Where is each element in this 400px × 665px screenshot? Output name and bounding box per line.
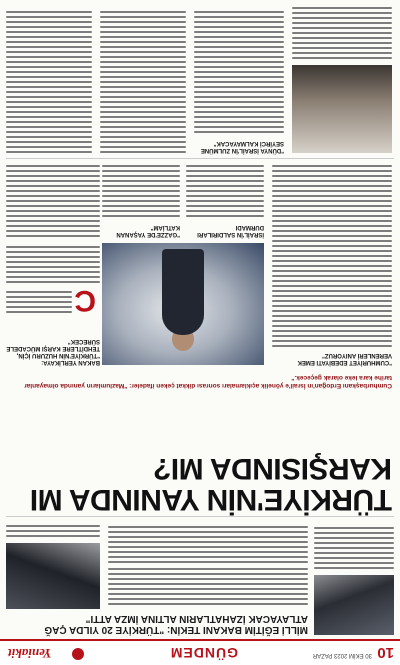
text-line	[194, 11, 284, 13]
text-line	[6, 76, 92, 78]
text-line	[272, 195, 392, 197]
text-line	[194, 71, 284, 73]
text-line	[6, 66, 92, 68]
person-figure	[162, 249, 204, 335]
text-line	[6, 530, 100, 532]
text-line	[100, 141, 186, 143]
text-line	[194, 46, 284, 48]
text-line	[100, 81, 186, 83]
text-line	[102, 200, 180, 202]
text-line	[272, 320, 392, 322]
text-line	[6, 235, 100, 237]
top-story-headline: MİLLİ EĞİTİM BAKANI TEKİN: "TÜRKİYE 20 YILDA ÇAĞ ATLAYACAK İZAHATLARIN ALTINA İMZA ATTI"	[44, 613, 308, 635]
text-line	[6, 151, 92, 153]
text-line	[108, 568, 308, 570]
text-line	[100, 131, 186, 133]
text-line	[6, 121, 92, 123]
divider	[6, 516, 394, 517]
main-headline: TÜRKİYE'NİN YANINDA MI KARŞISINDA MI?	[30, 452, 392, 516]
text-line	[186, 200, 264, 202]
text-line	[272, 315, 392, 317]
text-line	[194, 126, 284, 128]
text-line	[100, 36, 186, 38]
text-line	[194, 56, 284, 58]
text-line	[6, 56, 92, 58]
text-line	[100, 121, 186, 123]
text-line	[6, 180, 100, 182]
text-line	[108, 551, 308, 553]
text-line	[100, 116, 186, 118]
text-line	[100, 96, 186, 98]
column-subhead: "DÜNYA İSRAİL'İN ZULMÜNE SEYİRCİ KALMAYACAK"	[200, 140, 284, 153]
text-line	[6, 116, 92, 118]
text-line	[314, 532, 394, 534]
text-line	[6, 251, 100, 253]
text-line	[6, 146, 92, 148]
text-line	[272, 275, 392, 277]
text-line	[100, 51, 186, 53]
text-line	[292, 27, 392, 29]
text-line	[6, 11, 92, 13]
text-line	[108, 593, 308, 595]
text-line	[194, 116, 284, 118]
text-line	[6, 276, 100, 278]
text-line	[108, 526, 308, 528]
text-line	[272, 240, 392, 242]
text-line	[272, 295, 392, 297]
text-line	[6, 230, 100, 232]
text-line	[292, 32, 392, 34]
top-story	[0, 517, 400, 639]
text-line	[272, 180, 392, 182]
text-line	[102, 210, 180, 212]
text-line	[314, 547, 394, 549]
column-2	[186, 223, 264, 237]
text-line	[108, 578, 308, 580]
text-line	[186, 175, 264, 177]
logo-icon	[72, 648, 84, 660]
text-line	[6, 91, 92, 93]
text-line	[100, 91, 186, 93]
text-line	[100, 71, 186, 73]
text-line	[292, 7, 392, 9]
text-line	[108, 541, 308, 543]
text-line	[186, 215, 264, 217]
text-line	[6, 61, 92, 63]
text-line	[292, 42, 392, 44]
text-line	[6, 36, 92, 38]
text-line	[272, 230, 392, 232]
text-line	[272, 340, 392, 342]
text-line	[194, 96, 284, 98]
text-line	[272, 335, 392, 337]
text-line	[6, 41, 92, 43]
text-line	[6, 131, 92, 133]
text-line	[272, 185, 392, 187]
text-line	[194, 91, 284, 93]
text-line	[272, 235, 392, 237]
text-line	[100, 31, 186, 33]
text-line	[108, 598, 308, 600]
text-line	[100, 136, 186, 138]
text-line	[100, 86, 186, 88]
text-line	[194, 51, 284, 53]
text-line	[102, 165, 180, 167]
text-line	[6, 141, 92, 143]
text-line	[100, 11, 186, 13]
text-line	[186, 195, 264, 197]
text-line	[194, 131, 284, 133]
text-line	[100, 61, 186, 63]
text-line	[186, 165, 264, 167]
text-line	[272, 245, 392, 247]
text-line	[6, 71, 92, 73]
text-line	[6, 246, 100, 248]
text-line	[108, 583, 308, 585]
text-line	[194, 106, 284, 108]
text-line	[6, 106, 92, 108]
text-line	[6, 26, 92, 28]
column-subhead: "CUMHURİYET EDEBİYATI EMEK VERENLERİ ANIYORUZ"	[297, 352, 392, 365]
text-line	[6, 306, 72, 308]
left-column	[272, 160, 392, 365]
text-line	[100, 16, 186, 18]
text-line	[6, 256, 100, 258]
text-line	[194, 61, 284, 63]
section-name: GÜNDEM	[169, 645, 238, 661]
text-line	[272, 210, 392, 212]
text-line	[194, 81, 284, 83]
text-line	[6, 136, 92, 138]
top-story-photo-secondary	[6, 543, 100, 609]
masthead	[0, 639, 400, 665]
text-line	[292, 12, 392, 14]
text-line	[186, 170, 264, 172]
text-line	[6, 170, 100, 172]
text-line	[102, 175, 180, 177]
text-line	[272, 280, 392, 282]
text-line	[108, 561, 308, 563]
text-line	[292, 37, 392, 39]
text-line	[100, 76, 186, 78]
text-line	[194, 31, 284, 33]
text-line	[272, 220, 392, 222]
text-line	[194, 86, 284, 88]
text-line	[292, 22, 392, 24]
text-line	[6, 175, 100, 177]
text-line	[6, 291, 72, 293]
issue-date: 30 EKİM 2023 PAZAR	[312, 652, 372, 658]
text-line	[272, 260, 392, 262]
text-line	[314, 527, 394, 529]
text-line	[272, 250, 392, 252]
text-line	[102, 215, 180, 217]
text-line	[272, 345, 392, 347]
text-line	[272, 305, 392, 307]
text-line	[6, 200, 100, 202]
text-line	[272, 255, 392, 257]
text-line	[194, 26, 284, 28]
text-line	[272, 175, 392, 177]
text-line	[186, 185, 264, 187]
text-line	[272, 310, 392, 312]
drop-cap: C	[74, 284, 96, 317]
text-line	[272, 200, 392, 202]
text-line	[6, 126, 92, 128]
text-line	[6, 21, 92, 23]
text-line	[6, 301, 72, 303]
text-line	[6, 185, 100, 187]
text-line	[186, 205, 264, 207]
text-line	[108, 603, 308, 605]
text-line	[314, 557, 394, 559]
text-line	[108, 573, 308, 575]
text-line	[186, 210, 264, 212]
text-line	[194, 76, 284, 78]
text-line	[272, 215, 392, 217]
text-line	[6, 31, 92, 33]
text-line	[6, 311, 72, 313]
text-line	[272, 205, 392, 207]
text-line	[6, 96, 92, 98]
text-line	[272, 325, 392, 327]
text-line	[6, 220, 100, 222]
text-line	[194, 36, 284, 38]
text-line	[6, 51, 92, 53]
text-line	[272, 285, 392, 287]
text-line	[6, 195, 100, 197]
text-line	[6, 296, 72, 298]
text-line	[100, 66, 186, 68]
text-line	[272, 265, 392, 267]
text-line	[292, 57, 392, 59]
text-line	[6, 210, 100, 212]
text-line	[6, 266, 100, 268]
text-line	[100, 26, 186, 28]
text-line	[272, 290, 392, 292]
column-3	[102, 223, 180, 237]
text-line	[6, 111, 92, 113]
text-line	[6, 225, 100, 227]
text-line	[100, 151, 186, 153]
text-line	[194, 16, 284, 18]
bottom-photo	[292, 65, 392, 153]
text-line	[194, 111, 284, 113]
text-line	[6, 46, 92, 48]
text-line	[314, 562, 394, 564]
text-line	[100, 21, 186, 23]
text-line	[314, 542, 394, 544]
newspaper-logo: Yeniakit	[8, 646, 52, 661]
text-line	[6, 525, 100, 527]
text-line	[272, 270, 392, 272]
text-line	[102, 195, 180, 197]
text-line	[186, 180, 264, 182]
text-line	[108, 531, 308, 533]
text-line	[100, 46, 186, 48]
text-line	[100, 126, 186, 128]
bottom-column-1	[194, 139, 284, 153]
text-line	[6, 81, 92, 83]
text-line	[292, 17, 392, 19]
text-line	[100, 106, 186, 108]
text-line	[6, 86, 92, 88]
divider	[6, 158, 394, 159]
text-line	[194, 121, 284, 123]
text-line	[186, 190, 264, 192]
text-line	[108, 556, 308, 558]
side-box-heading: BAKAN YERLİKAYA: "TÜRKİYE'NİN HUZURU İÇİN, TEHDİTLERE KARŞI MÜCADELE SÜRECEK"	[6, 338, 100, 365]
text-line	[272, 190, 392, 192]
text-line	[100, 111, 186, 113]
text-line	[314, 537, 394, 539]
text-line	[272, 225, 392, 227]
text-line	[194, 41, 284, 43]
text-line	[6, 16, 92, 18]
text-line	[194, 66, 284, 68]
text-line	[292, 52, 392, 54]
text-line	[272, 170, 392, 172]
text-line	[102, 170, 180, 172]
column-subhead: "GAZZE'DE YAŞANAN KATLİAM"	[116, 224, 180, 237]
text-line	[292, 47, 392, 49]
text-line	[100, 56, 186, 58]
center-photo	[102, 243, 264, 365]
side-box	[6, 325, 100, 365]
top-story-photo	[314, 575, 394, 635]
text-line	[272, 300, 392, 302]
main-deck: Cumhurbaşkanı Erdoğan'ın İsrail'e yönelik açıklamaları sonrası dikkat çeken ifadeler: "Mazlumların yanında olmayanlar tarihe kara leke olarak geçecek."	[24, 374, 392, 389]
text-line	[6, 215, 100, 217]
text-line	[108, 536, 308, 538]
text-line	[6, 271, 100, 273]
text-line	[108, 546, 308, 548]
text-line	[100, 101, 186, 103]
text-line	[6, 535, 100, 537]
text-line	[314, 567, 394, 569]
text-line	[100, 41, 186, 43]
text-line	[6, 165, 100, 167]
text-line	[6, 205, 100, 207]
text-line	[6, 101, 92, 103]
page-number: 10	[377, 644, 394, 661]
text-line	[272, 330, 392, 332]
text-line	[6, 261, 100, 263]
text-line	[194, 101, 284, 103]
text-line	[102, 205, 180, 207]
text-line	[100, 146, 186, 148]
text-line	[314, 552, 394, 554]
text-line	[194, 21, 284, 23]
text-line	[108, 588, 308, 590]
text-line	[6, 190, 100, 192]
text-line	[6, 281, 100, 283]
text-line	[102, 185, 180, 187]
column-subhead: İSRAİL'İN SALDIRILARI DURMADI	[197, 224, 264, 237]
text-line	[102, 190, 180, 192]
text-line	[272, 165, 392, 167]
text-line	[102, 180, 180, 182]
